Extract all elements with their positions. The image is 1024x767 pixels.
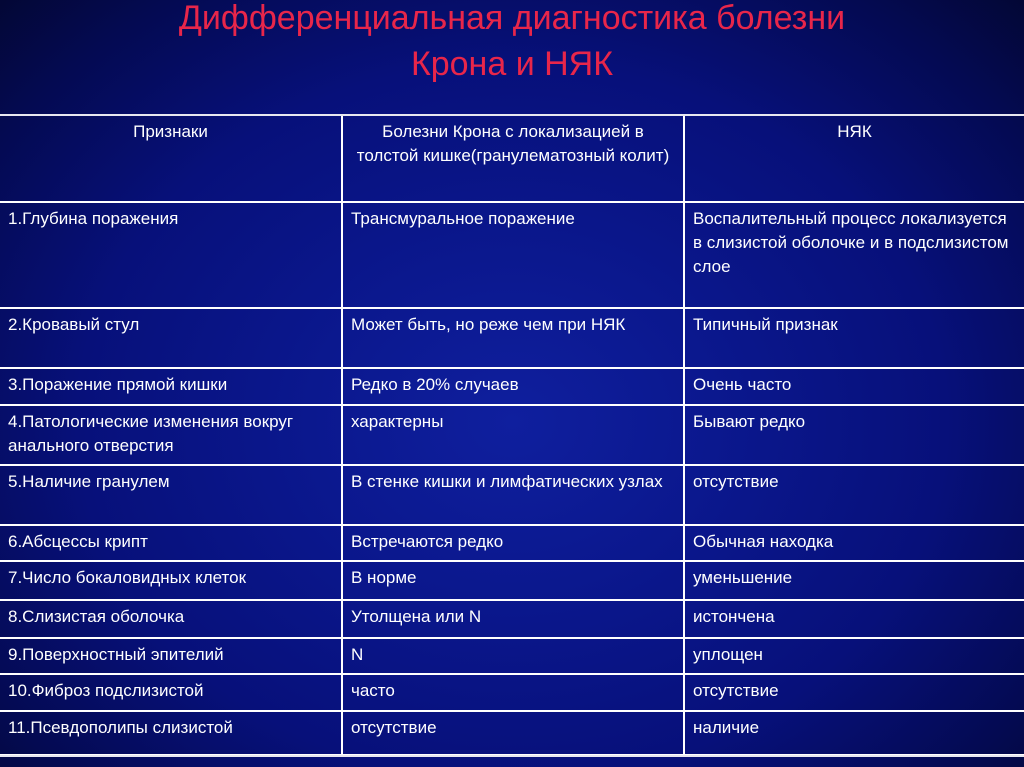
header-cell-nyak: НЯК — [684, 116, 1024, 202]
nyak-cell: Очень часто — [684, 368, 1024, 405]
table-row — [0, 711, 1024, 755]
crohn-cell: отсутствие — [342, 711, 684, 755]
table-row — [0, 638, 1024, 674]
sign-cell: 7.Число бокаловидных клеток — [0, 561, 342, 600]
nyak-cell: отсутствие — [684, 465, 1024, 525]
crohn-cell: В стенке кишки и лимфатических узлах — [342, 465, 684, 525]
crohn-cell: N — [342, 638, 684, 674]
table-row — [0, 308, 1024, 368]
table-row — [0, 465, 1024, 525]
table-row — [0, 202, 1024, 308]
nyak-cell: отсутствие — [684, 674, 1024, 711]
sign-cell: 5.Наличие гранулем — [0, 465, 342, 525]
nyak-cell: Воспалительный процесс локализуется в слизистой оболочке и в подслизистом слое — [684, 202, 1024, 308]
slide-title-line-2: Крона и НЯК — [410, 45, 614, 83]
crohn-cell: В норме — [342, 561, 684, 600]
crohn-cell: Встречаются редко — [342, 525, 684, 561]
table-row — [0, 368, 1024, 405]
sign-cell: 8.Слизистая оболочка — [0, 600, 342, 638]
crohn-cell: Может быть, но реже чем при НЯК — [342, 308, 684, 368]
sign-cell: 11.Псевдополипы слизистой — [0, 711, 342, 755]
table-row — [0, 674, 1024, 711]
table-row — [0, 525, 1024, 561]
sign-cell: 4.Патологические изменения вокруг анального отверстия — [0, 405, 342, 465]
nyak-cell: наличие — [684, 711, 1024, 755]
table-row — [0, 561, 1024, 600]
sign-cell: 10.Фиброз подслизистой — [0, 674, 342, 711]
nyak-cell: уменьшение — [684, 561, 1024, 600]
bottom-rule — [0, 755, 1024, 757]
crohn-cell: часто — [342, 674, 684, 711]
header-cell-crohn: Болезни Крона с локализацией в толстой кишке(гранулематозный колит) — [342, 116, 684, 202]
crohn-cell: характерны — [342, 405, 684, 465]
slide-title-line-1: Дифференциальная диагностика болезни — [178, 0, 846, 37]
nyak-cell: Бывают редко — [684, 405, 1024, 465]
table-row — [0, 405, 1024, 465]
table-header-row — [0, 116, 1024, 202]
sign-cell: 2.Кровавый стул — [0, 308, 342, 368]
nyak-cell: Обычная находка — [684, 525, 1024, 561]
sign-cell: 9.Поверхностный эпителий — [0, 638, 342, 674]
nyak-cell: истончена — [684, 600, 1024, 638]
nyak-cell: уплощен — [684, 638, 1024, 674]
nyak-cell: Типичный признак — [684, 308, 1024, 368]
sign-cell: 1.Глубина поражения — [0, 202, 342, 308]
table-row — [0, 600, 1024, 638]
sign-cell: 3.Поражение прямой кишки — [0, 368, 342, 405]
crohn-cell: Утолщена или N — [342, 600, 684, 638]
sign-cell: 6.Абсцессы крипт — [0, 525, 342, 561]
comparison-table — [0, 116, 1024, 756]
crohn-cell: Трансмуральное поражение — [342, 202, 684, 308]
header-cell-signs: Признаки — [0, 116, 342, 202]
crohn-cell: Редко в 20% случаев — [342, 368, 684, 405]
